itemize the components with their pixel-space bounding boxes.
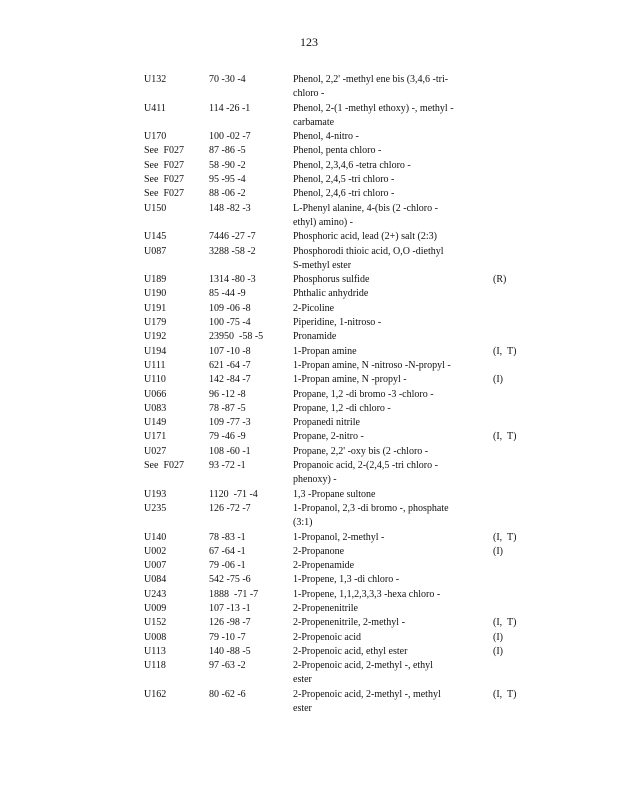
substance-name: 2-Propenoic acid [293, 631, 362, 643]
table-row [144, 202, 564, 231]
hazard-code: (R) [493, 274, 507, 286]
table-row [144, 173, 564, 187]
cas-number: 78 -83 -1 [209, 531, 246, 543]
cas-number: 107 -10 -8 [209, 345, 251, 357]
hazardous-waste-code: See F027 [144, 145, 184, 157]
hazardous-waste-code: U087 [144, 245, 167, 257]
table-row [144, 531, 564, 545]
hazardous-waste-code: See F027 [144, 174, 184, 186]
substance-name: Phenol, 2,4,6 -tri chloro - [293, 188, 395, 200]
substance-name: Phenol, penta chloro - [293, 145, 382, 157]
cas-number: 142 -84 -7 [209, 374, 251, 386]
cas-number: 96 -12 -8 [209, 388, 246, 400]
table-row [144, 245, 564, 274]
hazardous-waste-code: U179 [144, 317, 167, 329]
substance-name: Propane, 1,2 -di chloro - [293, 402, 391, 414]
cas-number: 93 -72 -1 [209, 460, 246, 472]
substance-name: 2-Propenoic acid, 2-methyl -, methyl ester [293, 688, 441, 715]
cas-number: 3288 -58 -2 [209, 245, 256, 257]
table-row [144, 388, 564, 402]
table-row [144, 416, 564, 430]
hazard-code: (I) [493, 631, 503, 643]
table-row [144, 102, 564, 131]
hazardous-waste-code: U002 [144, 545, 167, 557]
substance-name: Propane, 1,2 -di bromo -3 -chloro - [293, 388, 434, 400]
substance-name: Piperidine, 1-nitroso - [293, 317, 382, 329]
substance-name: Pronamide [293, 331, 337, 343]
hazardous-waste-code: U235 [144, 502, 167, 514]
hazardous-waste-code: U084 [144, 574, 167, 586]
substance-name: 2-Propenoic acid, ethyl ester [293, 645, 408, 657]
page-number: 123 [300, 35, 318, 49]
cas-number: 87 -86 -5 [209, 145, 246, 157]
substance-name: 1-Propan amine, N -propyl - [293, 374, 407, 386]
substance-name: Phosphorodi thioic acid, O,O -diethyl S-methyl ester [293, 245, 444, 271]
table-row [144, 230, 564, 244]
cas-number: 78 -87 -5 [209, 402, 246, 414]
cas-number: 109 -06 -8 [209, 302, 251, 314]
substance-name: Propanedi nitrile [293, 417, 360, 429]
hazardous-waste-code: U110 [144, 374, 166, 386]
cas-number: 114 -26 -1 [209, 102, 251, 114]
table-row [144, 645, 564, 659]
hazard-code: (I) [493, 545, 503, 557]
table-row [144, 359, 564, 373]
hazardous-waste-code: U009 [144, 602, 167, 614]
table-row [144, 459, 564, 488]
table-row [144, 631, 564, 645]
cas-number: 80 -62 -6 [209, 688, 246, 700]
cas-number: 67 -64 -1 [209, 545, 246, 557]
table-row [144, 545, 564, 559]
table-row [144, 659, 564, 688]
cas-number: 1314 -80 -3 [209, 274, 256, 286]
table-row [144, 688, 564, 717]
table-row [144, 488, 564, 502]
table-row [144, 73, 564, 102]
hazardous-waste-code: U193 [144, 488, 167, 500]
cas-number: 542 -75 -6 [209, 574, 251, 586]
table-row [144, 502, 564, 531]
substance-name: Phosphorus sulfide [293, 274, 370, 286]
substance-name: 2-Propenamide [293, 560, 355, 572]
substance-name: 2-Propenoic acid, 2-methyl -, ethyl ester [293, 660, 433, 686]
hazardous-waste-code: U170 [144, 131, 167, 143]
cas-number: 95 -95 -4 [209, 174, 246, 186]
substance-name: 1-Propanol, 2-methyl - [293, 531, 385, 543]
substance-name: 1,3 -Propane sultone [293, 488, 376, 500]
table-row [144, 345, 564, 359]
cas-number: 140 -88 -5 [209, 645, 251, 657]
substance-name: 1-Propanol, 2,3 -di bromo -, phosphate (3:1) [293, 502, 449, 529]
cas-number: 70 -30 -4 [209, 74, 246, 85]
hazardous-waste-code: U149 [144, 417, 167, 429]
hazardous-waste-code: U191 [144, 302, 167, 314]
hazardous-waste-code: U194 [144, 345, 167, 357]
hazardous-waste-code: See F027 [144, 159, 184, 171]
hazard-code: (I, T) [493, 345, 517, 357]
hazardous-waste-code: U066 [144, 388, 167, 400]
table-row [144, 445, 564, 459]
cas-number: 148 -82 -3 [209, 202, 251, 214]
hazard-code: (I, T) [493, 617, 517, 629]
hazardous-waste-code: U027 [144, 445, 167, 457]
hazardous-waste-code: U162 [144, 688, 167, 700]
cas-number: 88 -06 -2 [209, 188, 246, 200]
substance-name: Propane, 2-nitro - [293, 431, 364, 443]
substance-name: 2-Propanone [293, 545, 345, 557]
substance-name: Phenol, 2-(1 -methyl ethoxy) -, methyl - carbamate [293, 102, 454, 128]
substance-name: 1-Propan amine, N -nitroso -N-propyl - [293, 359, 451, 371]
hazardous-waste-code: U145 [144, 231, 167, 243]
table-row [144, 373, 564, 387]
substance-name: Phosphoric acid, lead (2+) salt (2:3) [293, 231, 437, 243]
substance-name: Phenol, 2,3,4,6 -tetra chloro - [293, 159, 411, 171]
hazardous-waste-code: U083 [144, 402, 167, 414]
table-row [144, 273, 564, 287]
cas-number: 126 -98 -7 [209, 617, 251, 629]
table-row [144, 287, 564, 301]
substance-name: 1-Propan amine [293, 345, 357, 357]
table-row [144, 559, 564, 573]
substance-name: 1-Propene, 1,1,2,3,3,3 -hexa chloro - [293, 588, 441, 600]
cas-number: 100 -02 -7 [209, 131, 251, 143]
cas-number: 109 -77 -3 [209, 417, 251, 429]
cas-number: 79 -10 -7 [209, 631, 246, 643]
substance-name: Phenol, 2,4,5 -tri chloro - [293, 174, 395, 186]
hazard-code: (I, T) [493, 688, 517, 700]
cas-number: 58 -90 -2 [209, 159, 246, 171]
hazardous-waste-code: U008 [144, 631, 167, 643]
hazardous-waste-code: U132 [144, 74, 167, 85]
substance-name: Phthalic anhydride [293, 288, 369, 300]
hazardous-waste-code: U118 [144, 660, 166, 672]
cas-number: 79 -06 -1 [209, 560, 246, 572]
substance-name: 2-Picoline [293, 302, 335, 314]
cas-number: 23950 -58 -5 [209, 331, 264, 343]
waste-code-table [144, 73, 564, 716]
cas-number: 7446 -27 -7 [209, 231, 256, 243]
cas-number: 97 -63 -2 [209, 660, 246, 672]
table-row [144, 144, 564, 158]
table-row [144, 187, 564, 201]
hazardous-waste-code: U150 [144, 202, 167, 214]
hazardous-waste-code: U140 [144, 531, 167, 543]
hazardous-waste-code: U007 [144, 560, 167, 572]
hazardous-waste-code: U152 [144, 617, 167, 629]
substance-name: Propane, 2,2' -oxy bis (2 -chloro - [293, 445, 429, 457]
table-row [144, 159, 564, 173]
cas-number: 107 -13 -1 [209, 602, 251, 614]
hazard-code: (I, T) [493, 431, 517, 443]
hazard-code: (I) [493, 374, 503, 386]
table-row [144, 588, 564, 602]
cas-number: 108 -60 -1 [209, 445, 251, 457]
cas-number: 1120 -71 -4 [209, 488, 258, 500]
hazardous-waste-code: U113 [144, 645, 166, 657]
hazard-code: (I) [493, 645, 503, 657]
table-row [144, 573, 564, 587]
substance-name: L-Phenyl alanine, 4-(bis (2 -chloro - ethyl) amino) - [293, 202, 438, 228]
cas-number: 100 -75 -4 [209, 317, 251, 329]
table-row [144, 316, 564, 330]
substance-name: Phenol, 4-nitro - [293, 131, 359, 143]
table-row [144, 302, 564, 316]
hazard-code: (I, T) [493, 531, 517, 543]
substance-name: Phenol, 2,2' -methyl ene bis (3,4,6 -tri- chloro - [293, 74, 449, 100]
substance-name: 2-Propenenitrile, 2-methyl - [293, 617, 405, 629]
hazardous-waste-code: U189 [144, 274, 167, 286]
table-row [144, 402, 564, 416]
cas-number: 79 -46 -9 [209, 431, 246, 443]
hazardous-waste-code: U411 [144, 102, 166, 114]
hazardous-waste-code: U171 [144, 431, 167, 443]
cas-number: 621 -64 -7 [209, 359, 251, 371]
table-row [144, 130, 564, 144]
hazardous-waste-code: U190 [144, 288, 167, 300]
hazardous-waste-code: U192 [144, 331, 167, 343]
hazardous-waste-code: See F027 [144, 188, 184, 200]
hazardous-waste-code: U243 [144, 588, 167, 600]
hazardous-waste-code: See F027 [144, 460, 184, 472]
substance-name: 2-Propenenitrile [293, 602, 358, 614]
table-row [144, 616, 564, 630]
table-row [144, 430, 564, 444]
cas-number: 85 -44 -9 [209, 288, 246, 300]
cas-number: 1888 -71 -7 [209, 588, 259, 600]
substance-name: 1-Propene, 1,3 -di chloro - [293, 574, 400, 586]
table-row [144, 330, 564, 344]
table-row [144, 602, 564, 616]
cas-number: 126 -72 -7 [209, 502, 251, 514]
substance-name: Propanoic acid, 2-(2,4,5 -tri chloro - phenoxy) - [293, 460, 438, 486]
hazardous-waste-code: U111 [144, 359, 166, 371]
